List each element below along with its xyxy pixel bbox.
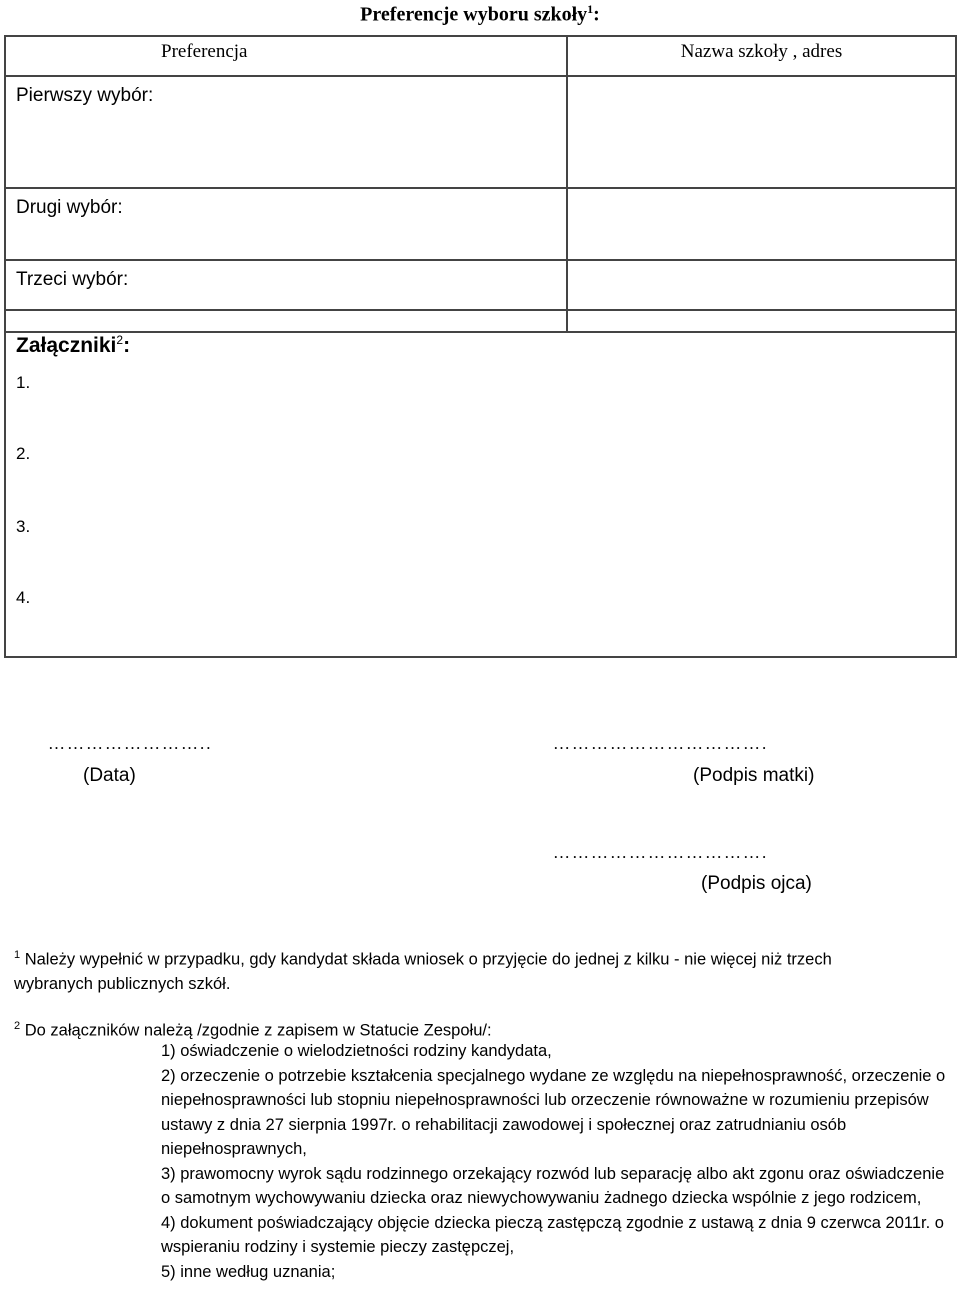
- attachment-item-2[interactable]: 2.: [16, 444, 31, 463]
- attachments-title: [16, 333, 130, 358]
- list-item: 2) orzeczenie o potrzebie kształcenia specjalnego wydane ze względu na niepełnosprawność, orzeczenie o niepełnosprawności lub stopniu niepełnosprawności lub orzeczenie równoważne w rozumieniu przepisów ustawy z dnia 27 sierpnia 1997r. o rehabilitacji zawodowej i społecznej oraz zatrudnianiu osób niepełnosprawnych,: [161, 1066, 946, 1158]
- first-choice-field[interactable]: [567, 76, 956, 188]
- list-item: 5) inne według uznania;: [161, 1262, 336, 1281]
- table-header-row: [5, 36, 956, 76]
- row-label-cell: [5, 188, 567, 260]
- first-choice-label: Pierwszy wybór:: [16, 85, 154, 106]
- title-text: Preferencje wyboru szkoły: [360, 3, 588, 26]
- footnote-2-mark: 2: [14, 1020, 21, 1032]
- title-suffix: :: [593, 3, 600, 26]
- date-label: (Data): [83, 765, 136, 786]
- date-signature-line[interactable]: ……………………..: [48, 734, 213, 753]
- father-signature-label: (Podpis ojca): [701, 873, 812, 894]
- footnote-1-text: Należy wypełnić w przypadku, gdy kandydat składa wniosek o przyjęcie do jednej z kilku - nie więcej niż trzech wybranych publicznych szkół.: [14, 950, 832, 993]
- footnote-2-intro-text: Do załączników należą /zgodnie z zapisem w Statucie Zespołu/:: [24, 1021, 492, 1040]
- table-row: [5, 188, 956, 260]
- second-choice-field[interactable]: [567, 188, 956, 260]
- list-item: 4) dokument poświadczający objęcie dziecka pieczą zastępczą zgodnie z ustawą z dnia 9 czerwca 2011r. o wspieraniu rodziny i systemie pieczy zastępczej,: [161, 1213, 944, 1256]
- header-school-name: Nazwa szkoły , adres: [567, 36, 956, 76]
- attachments-title-suffix: :: [123, 334, 131, 357]
- mother-signature-label: (Podpis matki): [693, 765, 815, 786]
- attachment-item-1[interactable]: 1.: [16, 373, 31, 392]
- preference-table: [4, 35, 957, 333]
- second-choice-label: Drugi wybór:: [16, 197, 123, 218]
- table-row: [5, 76, 956, 188]
- attachment-item-3[interactable]: 3.: [16, 517, 31, 536]
- footnote-2-list: [161, 1039, 951, 1284]
- footnote-1-mark: 1: [14, 949, 21, 961]
- page-title: [0, 2, 960, 27]
- attachment-item-4[interactable]: 4.: [16, 588, 31, 607]
- mother-signature-line[interactable]: …………………………….: [553, 734, 769, 753]
- attachments-box: [4, 309, 957, 658]
- third-choice-label: Trzeci wybór:: [16, 269, 129, 290]
- title-footnote-mark: 1: [587, 2, 594, 16]
- row-label-cell: [5, 76, 567, 188]
- attachments-title-text: Załączniki: [16, 334, 117, 357]
- header-preference: Preferencja: [5, 36, 567, 76]
- attachments-footnote-mark: 2: [116, 333, 124, 347]
- list-item: 3) prawomocny wyrok sądu rodzinnego orzekający rozwód lub separację albo akt zgonu oraz oświadczenie o samotnym wychowywaniu dziecka oraz niewychowywaniu żadnego dziecka wspólnie z jego rodzicem,: [161, 1164, 945, 1207]
- footnote-1: [14, 943, 914, 997]
- list-item: 1) oświadczenie o wielodzietności rodziny kandydata,: [161, 1042, 552, 1060]
- father-signature-line[interactable]: …………………………….: [553, 843, 769, 862]
